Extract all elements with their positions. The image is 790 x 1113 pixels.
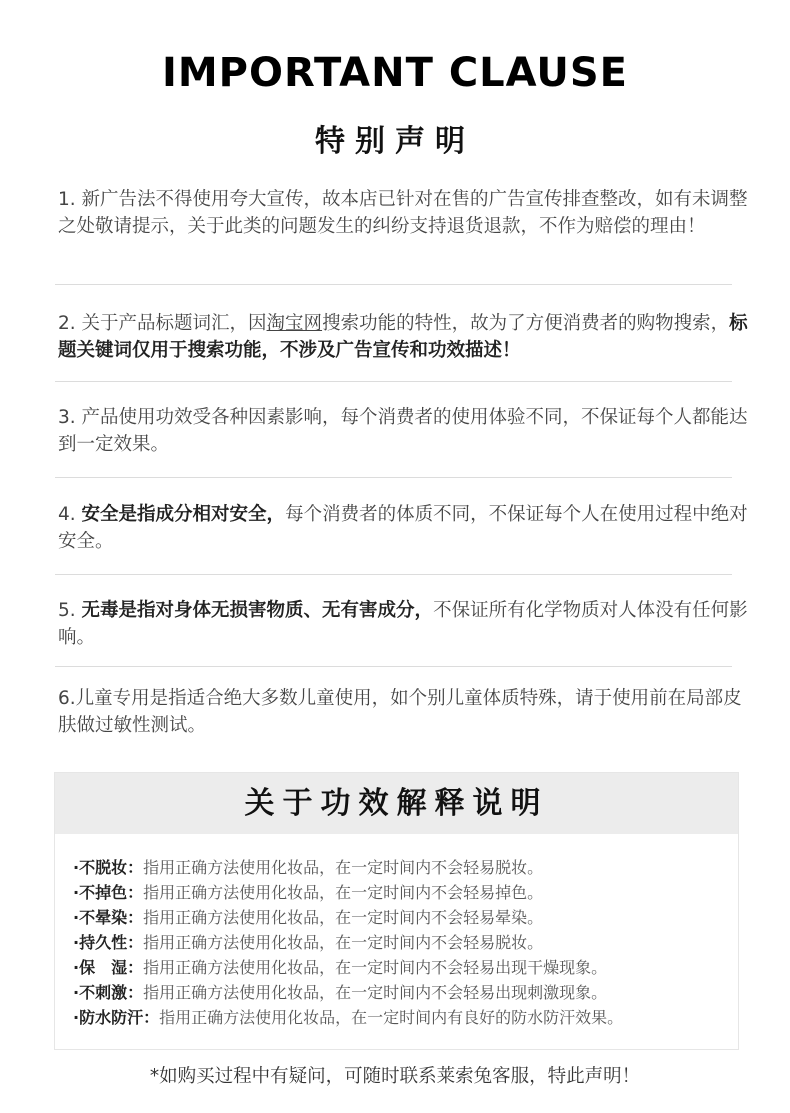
efficacy-desc: 指用正确方法使用化妆品，在一定时间内不会轻易掉色。 xyxy=(143,883,544,902)
clause-2-pre: 2. 关于产品标题词汇，因 xyxy=(58,313,267,334)
clause-2 xyxy=(58,310,748,364)
clause-2-bold: 标题关键词仅用于搜索功能，不涉及广告宣传和功效描述！ xyxy=(58,313,748,361)
clause-4-pre: 4. xyxy=(58,504,82,525)
efficacy-term: ·不刺激： xyxy=(73,983,144,1002)
footer-note: *如购买过程中有疑问，可随时联系莱索兔客服，特此声明！ xyxy=(149,1066,641,1087)
efficacy-desc: 指用正确方法使用化妆品，在一定时间内有良好的防水防汗效果。 xyxy=(159,1008,624,1027)
divider xyxy=(55,381,732,382)
efficacy-list xyxy=(73,855,623,1030)
clause-5-bold: 无毒是指对身体无损害物质、无有害成分， xyxy=(81,600,434,621)
efficacy-term: ·不掉色： xyxy=(73,883,144,902)
efficacy-item xyxy=(73,1005,623,1030)
taobao-link[interactable]: 淘宝网 xyxy=(266,313,323,334)
clause-6: 6.儿童专用是指适合绝大多数儿童使用，如个别儿童体质特殊，请于使用前在局部皮肤做过敏性测试。 xyxy=(58,688,742,736)
efficacy-term: ·保 湿： xyxy=(73,958,144,977)
divider xyxy=(55,284,732,285)
clause-4 xyxy=(58,501,748,555)
efficacy-box xyxy=(54,772,739,1050)
clause-5-post: 不保证所有化学物质对人体没有任何影响。 xyxy=(58,600,748,648)
efficacy-desc: 指用正确方法使用化妆品，在一定时间内不会轻易脱妆。 xyxy=(143,858,544,877)
clause-5-pre: 5. xyxy=(58,600,82,621)
efficacy-item xyxy=(73,880,623,905)
divider xyxy=(55,574,732,575)
divider xyxy=(55,477,732,478)
efficacy-term: ·不脱妆： xyxy=(73,858,144,877)
clause-5 xyxy=(58,597,748,651)
clause-4-bold: 安全是指成分相对安全， xyxy=(81,504,286,525)
efficacy-item xyxy=(73,980,623,1005)
efficacy-item xyxy=(73,855,623,880)
title-cn: 特别声明 xyxy=(315,124,475,159)
efficacy-item xyxy=(73,930,623,955)
efficacy-term: ·防水防汗： xyxy=(73,1008,160,1027)
efficacy-desc: 指用正确方法使用化妆品，在一定时间内不会轻易出现刺激现象。 xyxy=(143,983,608,1002)
efficacy-desc: 指用正确方法使用化妆品，在一定时间内不会轻易出现干燥现象。 xyxy=(143,958,608,977)
efficacy-desc: 指用正确方法使用化妆品，在一定时间内不会轻易脱妆。 xyxy=(143,933,544,952)
efficacy-title: 关于功效解释说明 xyxy=(55,773,738,834)
efficacy-item xyxy=(73,955,623,980)
clause-1: 1. 新广告法不得使用夸大宣传，故本店已针对在售的广告宣传排查整改，如有未调整之处敬请提示，关于此类的问题发生的纠纷支持退货退款，不作为赔偿的理由！ xyxy=(58,189,748,237)
efficacy-desc: 指用正确方法使用化妆品，在一定时间内不会轻易晕染。 xyxy=(143,908,544,927)
clause-3: 3. 产品使用功效受各种因素影响，每个消费者的使用体验不同，不保证每个人都能达到一定效果。 xyxy=(58,407,748,455)
efficacy-term: ·不晕染： xyxy=(73,908,144,927)
efficacy-term: ·持久性： xyxy=(73,933,144,952)
efficacy-item xyxy=(73,905,623,930)
divider xyxy=(55,666,732,667)
clause-2-mid: 搜索功能的特性，故为了方便消费者的购物搜索， xyxy=(322,313,730,334)
title-en: IMPORTANT CLAUSE xyxy=(161,50,629,96)
clause-4-post: 每个消费者的体质不同，不保证每个人在使用过程中绝对安全。 xyxy=(58,504,748,552)
